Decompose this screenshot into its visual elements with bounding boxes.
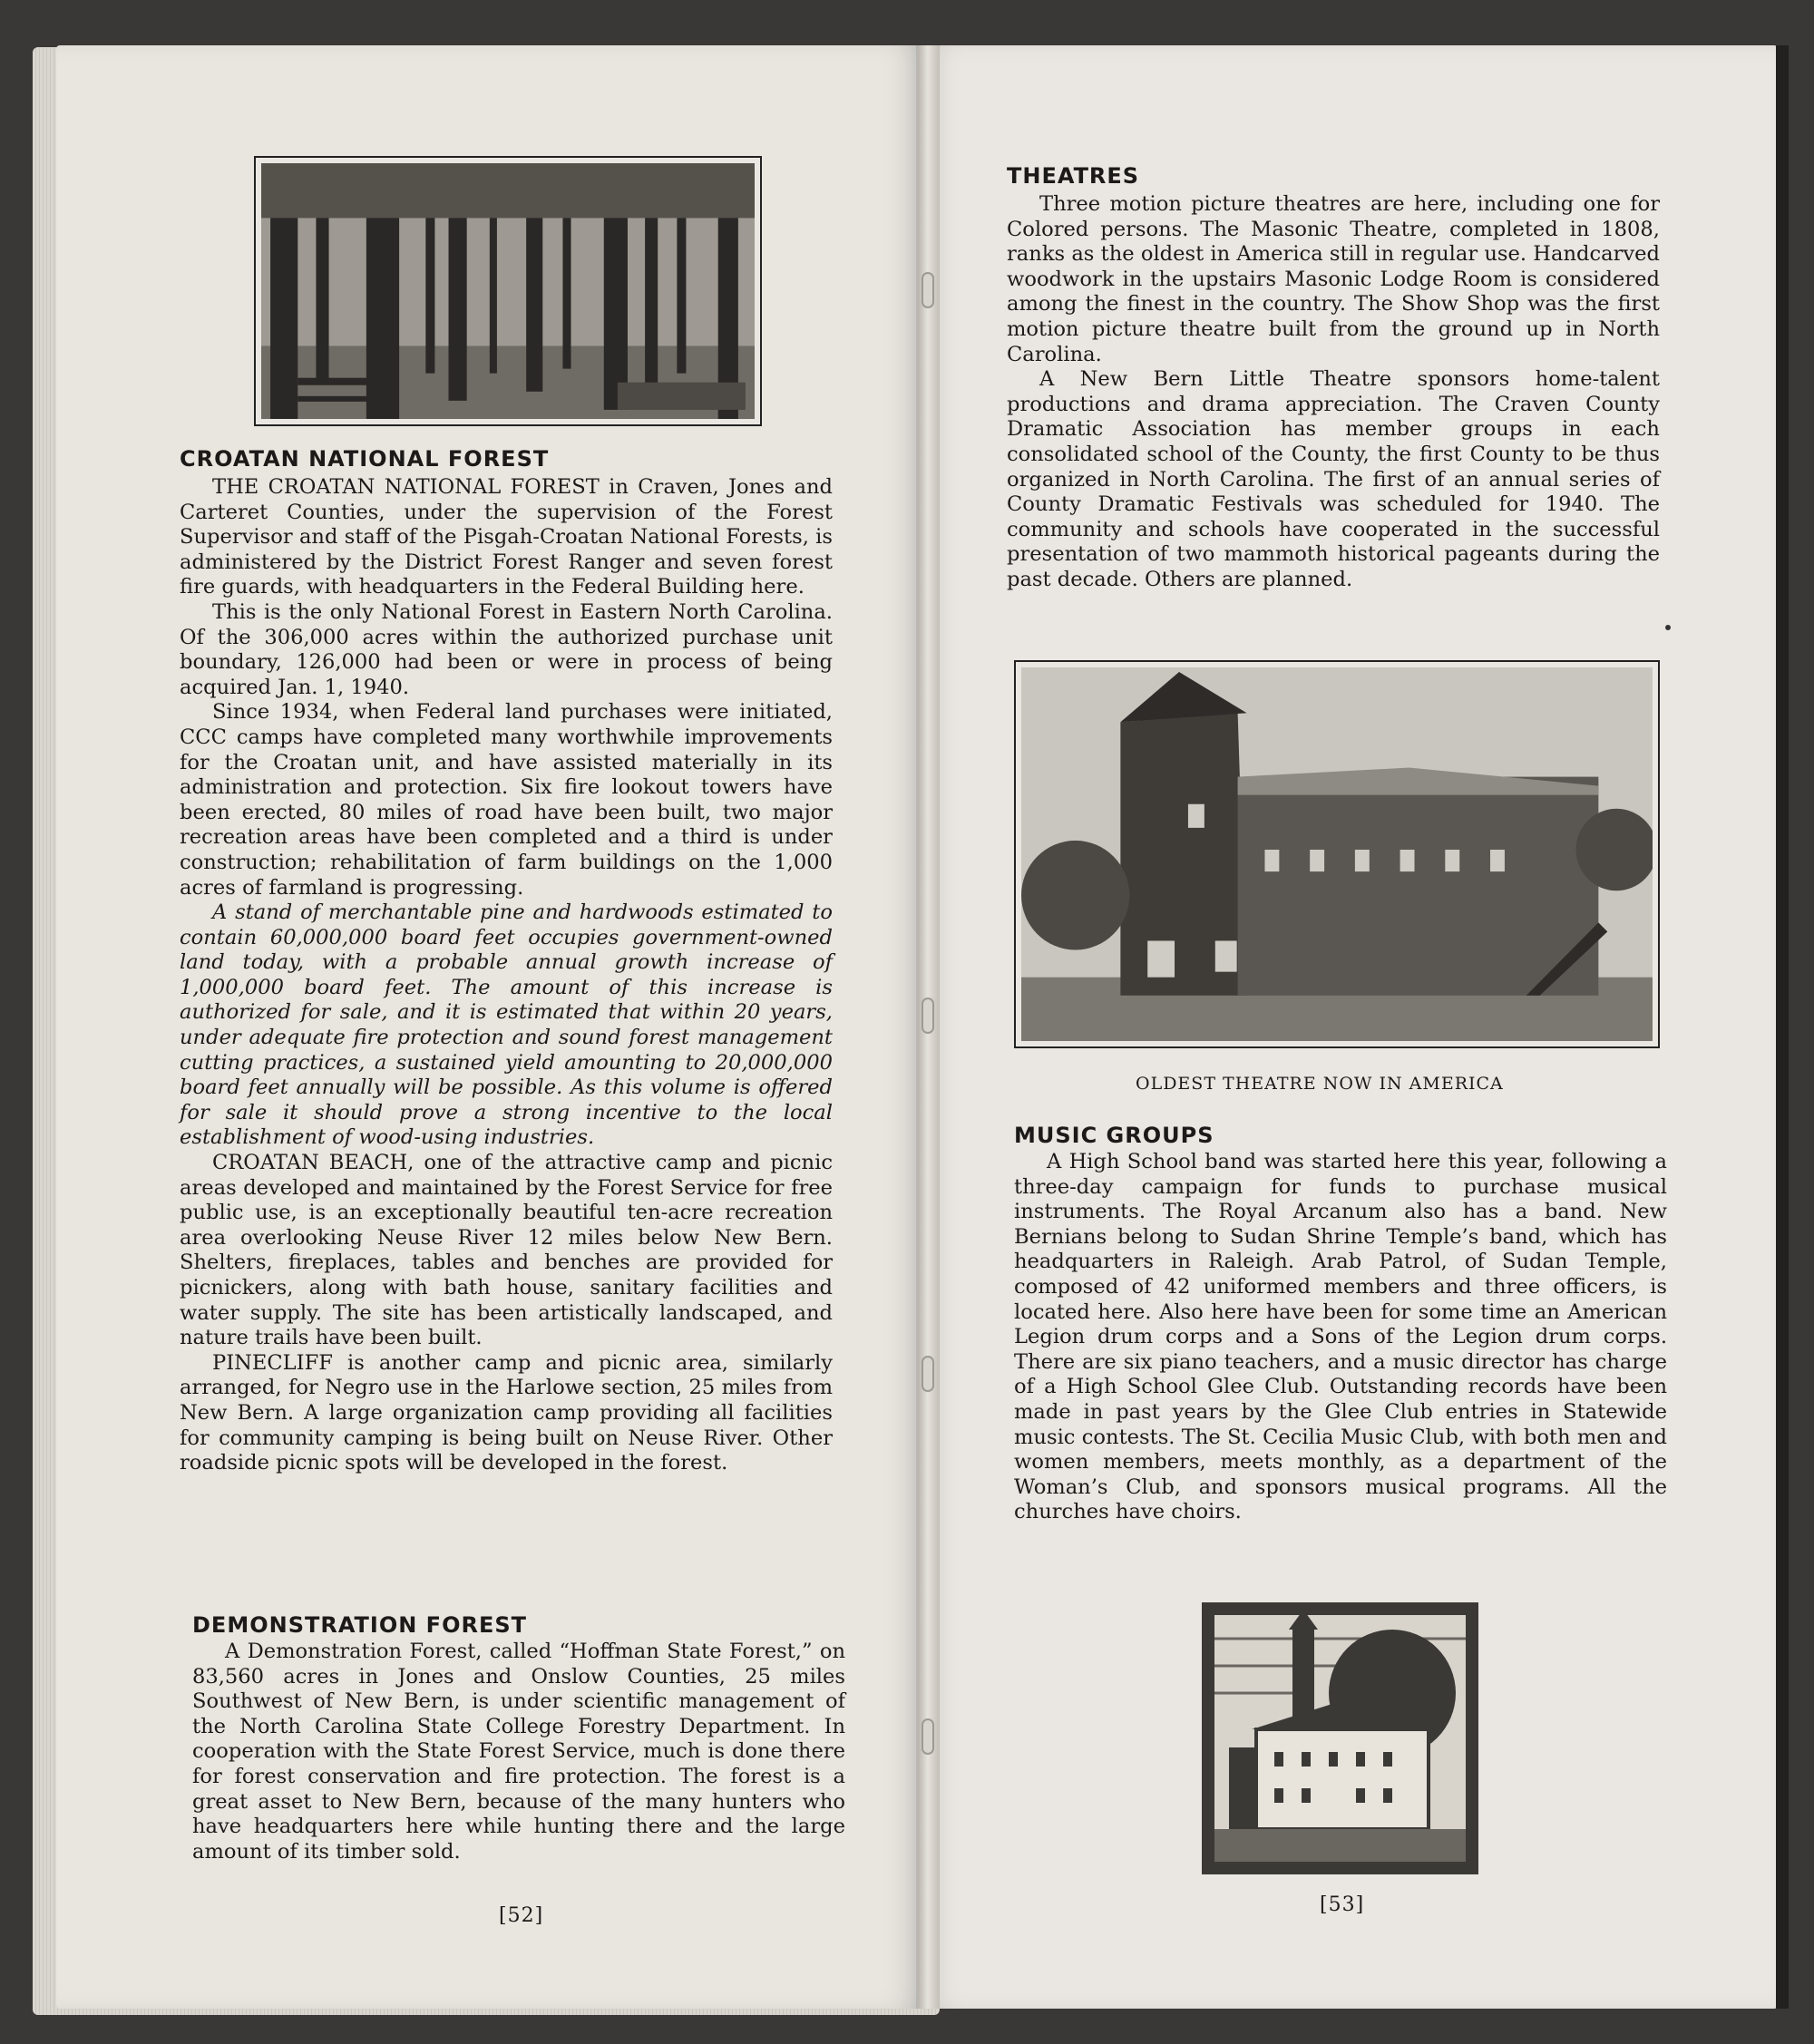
paragraph: Since 1934, when Federal land purchases were initiated, CCC camps have completed many worthwhile improvements for the Croatan unit, and have assisted materially in its administration and protection. Six fire lookout towers have been erected, 80 miles of road have been built, two major recreation areas have been completed and a third is under construction; rehabilitation of farm buildings on the 1,000 acres of farmland is progressing.: [180, 700, 833, 900]
staple: [922, 998, 934, 1034]
paragraph: CROATAN BEACH, one of the attractive camp and picnic areas developed and maintained by the Forest Service for free public use, is an exceptionally beautiful ten-acre recreation area overlooking Neuse River 12 miles below New Bern. Shelters, fireplaces, tables and benches are provided for picnickers, along with bath house, sanitary facilities and water supply. The site has been artistically landscaped, and nature trails have been built.: [180, 1151, 833, 1350]
staple: [922, 272, 934, 308]
theatres-text: [1007, 192, 1660, 593]
forest-photo-image: [261, 163, 755, 419]
section-heading: DEMONSTRATION FOREST: [192, 1612, 528, 1638]
staple: [922, 1356, 934, 1392]
section-heading: THEATRES: [1007, 163, 1140, 189]
speck: [1665, 625, 1671, 630]
paragraph: Three motion picture theatres are here, including one for Colored persons. The Masonic Theatre, completed in 1808, ranks as the oldest in America still in regular use. Handcarved woodwork in the upstairs Masonic Lodge Room is considered among the finest in the country. The Show Shop was the first motion picture theatre built from the ground up in North Carolina.: [1007, 192, 1660, 366]
paragraph: A High School band was started here this year, following a three-day campaign for funds to purchase musical instruments. The Royal Arcanum also has a band. New Bernians belong to Sudan Shrine Temple’s band, which has headquarters in Raleigh. Arab Patrol, of Sudan Temple, composed of 42 uniformed members and three officers, is located here. Also here have been for some time an American Legion drum corps and a Sons of the Legion drum corps. There are six piano teachers, and a music director has charge of a High School Glee Club. Outstanding records have been made in past years by the Glee Club entries in Statewide music contests. The St. Cecilia Music Club, with both men and women members, meets monthly, as a department of the Woman’s Club, and sponsors musical programs. All the churches have choirs.: [1014, 1150, 1667, 1524]
paragraph: PINECLIFF is another camp and picnic area, similarly arranged, for Negro use in the Harlowe section, 25 miles from New Bern. A large organization camp providing all facilities for community camping is being built on Neuse River. Other roadside picnic spots will be developed in the forest.: [180, 1350, 833, 1475]
paragraph: A Demonstration Forest, called “Hoffman State Forest,” on 83,560 acres in Jones and Onslow Counties, 25 miles Southwest of New Bern, is under scientific management of the North Carolina State College Forestry Department. In cooperation with the State Forest Service, much is done there for forest conservation and fire protection. The forest is a great asset to New Bern, because of the many hunters who have headquarters here while hunting there and the large amount of its timber sold.: [192, 1640, 845, 1864]
staple: [922, 1718, 934, 1755]
paragraph-italic: A stand of merchantable pine and hardwoods estimated to contain 60,000,000 board feet occupies government-owned land today, with a probable annual growth increase of 1,000,000 board feet. The amount of this increase is authorized for sale, and it is estimated that within 20 years, under adequate fire protection and sound forest management cutting practices, a sustained yield amounting to 20,000,000 board feet annually will be possible. As this volume is offered for sale it should prove a strong incentive to the local establishment of wood-using industries.: [180, 900, 833, 1150]
photo-caption: OLDEST THEATRE NOW IN AMERICA: [1136, 1074, 1504, 1094]
paragraph: THE CROATAN NATIONAL FOREST in Craven, Jones and Carteret Counties, under the supervision of the Forest Supervisor and staff of the Pisgah-Croatan National Forests, is administered by the District Forest Ranger and seven forest fire guards, with headquarters in the Federal Building here.: [180, 475, 833, 599]
croatan-text: [180, 475, 833, 1476]
paragraph: This is the only National Forest in Eastern North Carolina. Of the 306,000 acres within the authorized purchase unit boundary, 126,000 had been or were in process of being acquired Jan. 1, 1940.: [180, 599, 833, 699]
page-number: [52]: [499, 1904, 544, 1927]
church-woodcut: [1202, 1602, 1478, 1874]
right-shadow: [1776, 45, 1789, 2009]
theatre-photo: [1014, 660, 1660, 1048]
paragraph: A New Bern Little Theatre sponsors home-talent productions and drama appreciation. The Craven County Dramatic Association has member groups in each consolidated school of the County, the first County to be thus organized in North Carolina. The first of an annual series of County Dramatic Festivals was scheduled for 1940. The community and schools have cooperated in the successful presentation of two mammoth historical pageants during the past decade. Others are planned.: [1007, 367, 1660, 591]
section-heading: MUSIC GROUPS: [1014, 1123, 1214, 1148]
church-woodcut-image: [1202, 1602, 1478, 1874]
demonstration-text: [192, 1640, 845, 1864]
page-number: [53]: [1320, 1893, 1365, 1916]
section-heading: CROATAN NATIONAL FOREST: [180, 446, 550, 472]
theatre-photo-image: [1021, 667, 1653, 1041]
music-text: [1014, 1150, 1667, 1525]
forest-photo: [254, 156, 762, 426]
